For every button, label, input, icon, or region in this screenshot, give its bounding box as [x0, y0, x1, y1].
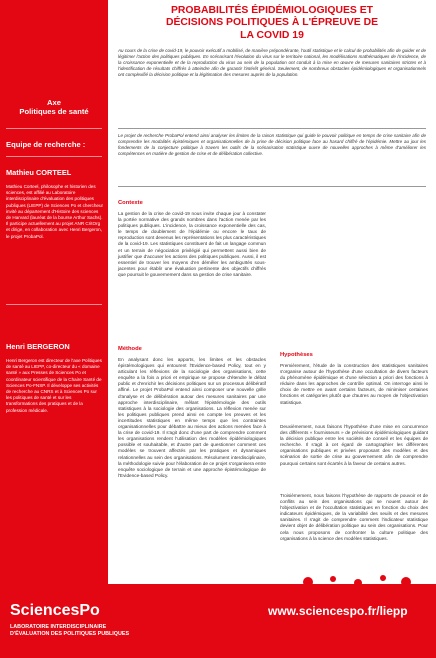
- sciencespo-logo: SciencesPo: [10, 602, 100, 619]
- title-line3: LA COVID 19: [240, 29, 304, 41]
- title-line2: DÉCISIONS POLITIQUES À L'ÉPREUVE DE: [165, 17, 379, 29]
- hypotheses-p3: Troisièmement, nous faisons l'hypothèse de rapports de pouvoir et de conflits au sein des organisations qui se nouent autour de l'objectivation et de l'occultation statistiques en fonction du choix des indicateurs épidémiques, de la variabilité des seuils et des mesures sanitaires. Il s'agit de comprendre comment l'indicateur statistique devient objet de délibération politique au sein des organisations. Pour cela nous proposons de confronter la culture politique des organisations à la science des modèles statistiques.: [280, 493, 428, 541]
- contexte-text: La gestion de la crise de covid-19 nous invite chaque jour à constater la portée normative des grands nombres dans l'action menée par les politiques publiques. L'incidence, la croissance exponentielle des cas, le temps de doublement de l'épidémie ou encore le taux de reproduction sont devenus les représentations les plus caractéristiques de la covid-19. Les statistiques constituent de fait un langage commun et un terrain de négociation privilégié qui permettent aussi bien de justifier que d'accuser les actions des politiques publiques. Aussi, il est essentiel de trouver les moyens d'en démêler les ambiguïtés sous-jacentes pour établir une évaluation pertinente des objectifs chiffrés que poursuit le gouvernement dans sa gestion de crise sanitaire.: [118, 211, 266, 277]
- theme-label: Axe: [47, 98, 61, 107]
- footer: [0, 584, 436, 658]
- team-heading: Equipe de recherche :: [6, 140, 86, 149]
- methode-text: En analysant donc les apports, les limites et les obstacles épistémologiques qui entourent l'Evidence-based Policy, tout en y articulant les réflexions de la sociologie des organisations, cette enquête a la fois a priori et empirique se propose d'étendre le débat public et d'enrichir les décisions politiques sur un processus délibératif affiné. Le projet ProbaPol entend ainsi composer une nouvelle grille d'analyse et de délibération autour des mesures sanitaires par une approche interdisciplinaire, mêlant l'épistémologie des outils statistiques à la sociologie des organisations. La réflexion menée sur les politiques publiques prend ainsi en compte les preuves et les incertitudes statistiques en même temps que les contraintes organisationnelles pour débattre au mieux des actions menées face à la crise de covid-19. Il s'agit donc d'une part de comprendre comment les organisations rendent l'utilisation des modèles épidémiologiques possible et souhaitable, et d'autre part de questionner comment ces modèles se trouvent affectés par les pratiques et dynamiques relationnelles au sein des organisations. Résolument interdisciplinaire, la méthodologie suivie pour l'élaboration de ce projet s'organisera entre enquête sociologique de terrain et une approche épistémologique de l'Evidence-based Policy.: [118, 357, 266, 478]
- methode-heading: Méthode: [118, 346, 142, 352]
- lab-name-line2: D'ÉVALUATION DES POLITIQUES PUBLIQUES: [10, 631, 130, 637]
- poster-title: [108, 5, 436, 42]
- hypotheses-p1: Premièrement, l'étude de la construction des statistiques sanitaires s'organise autour de l'hypothèse d'une occultation de divers facteurs du phénomène épidémique et d'une sélection a priori des fonctions à réduire dans les approches de contrôle optimal. On interroge ainsi le choix de mettre en avant certains facteurs, de minimiser certaines fonctions et catégories plutôt que d'autres au moyen de l'objectivation statistique.: [280, 363, 428, 405]
- lab-name: [10, 624, 129, 638]
- person2-name: Henri BERGERON: [6, 342, 70, 351]
- intro-paragraph-2: Le projet de recherche ProbaPol entend ainsi analyser les limites de la raison statistique qui guide le pouvoir politique en temps de crise sanitaire afin de comprendre les modalités épistémiques et organisationnelles de la prise de décision politique face au hasard chiffré de l'épidémie. Mettre au jour les fondements de la conjecture politique à travers les outils de la scénarisation statistique ouvre de nouvelles approches à même d'améliorer les compétences en matière de gestion de crise et de délibération collective.: [118, 133, 426, 157]
- title-line1: PROBABILITÉS ÉPIDÉMIOLOGIQUES ET: [170, 5, 374, 16]
- contexte-heading: Contexte: [118, 200, 143, 206]
- intro-divider: [118, 186, 426, 187]
- sidebar: [0, 0, 108, 584]
- intro-divider: [118, 128, 426, 129]
- divider: [6, 128, 102, 129]
- hypotheses-heading: Hypothèses: [280, 352, 313, 358]
- website-link[interactable]: www.sciencespo.fr/liepp: [268, 604, 408, 618]
- theme-block: [0, 98, 108, 116]
- person1-name: Mathieu CORTEEL: [6, 168, 72, 177]
- hypotheses-p2: Deuxièmement, nous faisons l'hypothèse d'une mise en concurrence des différents « fournisseurs » de prévisions épidémiologiques guidant la décision publique entre les sociétés de conseil et les équipes de recherche. Il s'agit à cet égard de cartographier les différentes organisations publiques et privées proposant des modèles et des scénarios de sortie de crise au gouvernement afin de comprendre pourquoi certains sont écartés à la faveur de certains autres.: [280, 424, 428, 466]
- divider: [6, 156, 102, 157]
- person1-bio: Mathieu Corteel, philosophe et historien des sciences, est affilié au Laboratoire interdisciplinaire d'évaluation des politiques publiques (LIEPP) de Sciences Po et chercheur invité au département d'Histoire des sciences de Harvard (lauréat de la bourse Arthur Sachs). Il participe actuellement au projet ANR CritOrg et dirige, en collaboration avec Henri Bergeron, le projet ProbaPol.: [6, 184, 104, 239]
- intro-paragraph-1: Au cours de la crise de covid-19, le pouvoir exécutif a mobilisé, de manière prépondérante, l'outil statistique et le calcul de probabilités afin de guider et de légitimer l'action des politiques publiques. En scénarisant l'évolution du virus sur le territoire national, les modélisations mathématiques de l'incidence, de la croissance exponentielle et de la reproduction du virus au sein de la population ont conduit à la mise en œuvre de mesures sanitaires strictes et à l'identification de résultats chiffrés à atteindre afin de garantir l'intérêt général. Seulement, de nombreux obstacles épidémiologiques et organisationnels ont complexifié la décision politique et la légitimation des mesures auprès de la population.: [118, 48, 426, 78]
- lab-name-line1: LABORATOIRE INTERDISCIPLINAIRE: [10, 624, 107, 630]
- divider: [6, 304, 102, 305]
- theme-title: Politiques de santé: [19, 107, 89, 116]
- person2-bio: Henri Bergeron est directeur de l'axe Politiques de santé au LIEPP, co-directeur du « domaine santé » aux Presses de Sciences Po et coordinateur scientifique de la Chaire Santé de Sciences Po-FNSP. Il développe ses activités de recherche au CNRS et à Sciences Po sur les politiques de santé et sur les transformations des pratiques et de la profession médicale.: [6, 358, 102, 413]
